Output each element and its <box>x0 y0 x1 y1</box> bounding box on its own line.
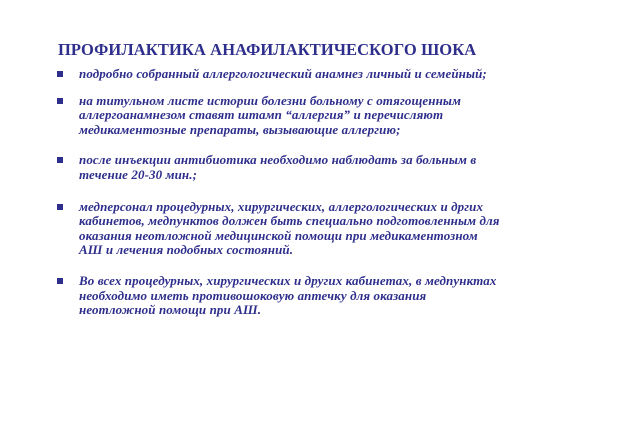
list-item <box>56 153 596 182</box>
square-bullet-icon <box>57 71 63 77</box>
list-item <box>56 94 596 138</box>
list-item-text: Во всех процедурных, хирургических и других кабинетах, в медпунктах необходимо иметь противошоковую аптечку для оказания неотложной помощи при АШ. <box>79 272 497 318</box>
list-item <box>56 200 596 258</box>
slide-title: ПРОФИЛАКТИКА АНАФИЛАКТИЧЕСКОГО ШОКА <box>58 40 477 59</box>
square-bullet-icon <box>57 98 63 104</box>
square-bullet-icon <box>57 278 63 284</box>
list-item-text: медперсонал процедурных, хирургических, аллергологических и дргих кабинетов, медпунктов должен быть специально подготовленным для оказания неотложной медицинской помощи при медикаментозном АШ и лечения подобных состояний. <box>79 198 500 258</box>
list-item-text: подробно собранный аллергологический анамнез личный и семейный; <box>79 66 487 81</box>
list-item <box>56 67 596 82</box>
list-item-text: после инъекции антибиотика необходимо наблюдать за больным в течение 20-30 мин.; <box>79 152 477 182</box>
list-item-text: на титульном листе истории болезни больному с отягощенным аллергоанамнезом ставят штамп “аллергия” и перечисляют медикаментозные препараты, вызывающие аллергию; <box>79 92 462 137</box>
square-bullet-icon <box>57 204 63 210</box>
list-item <box>56 274 596 318</box>
bullet-list <box>56 67 596 318</box>
square-bullet-icon <box>57 157 63 163</box>
